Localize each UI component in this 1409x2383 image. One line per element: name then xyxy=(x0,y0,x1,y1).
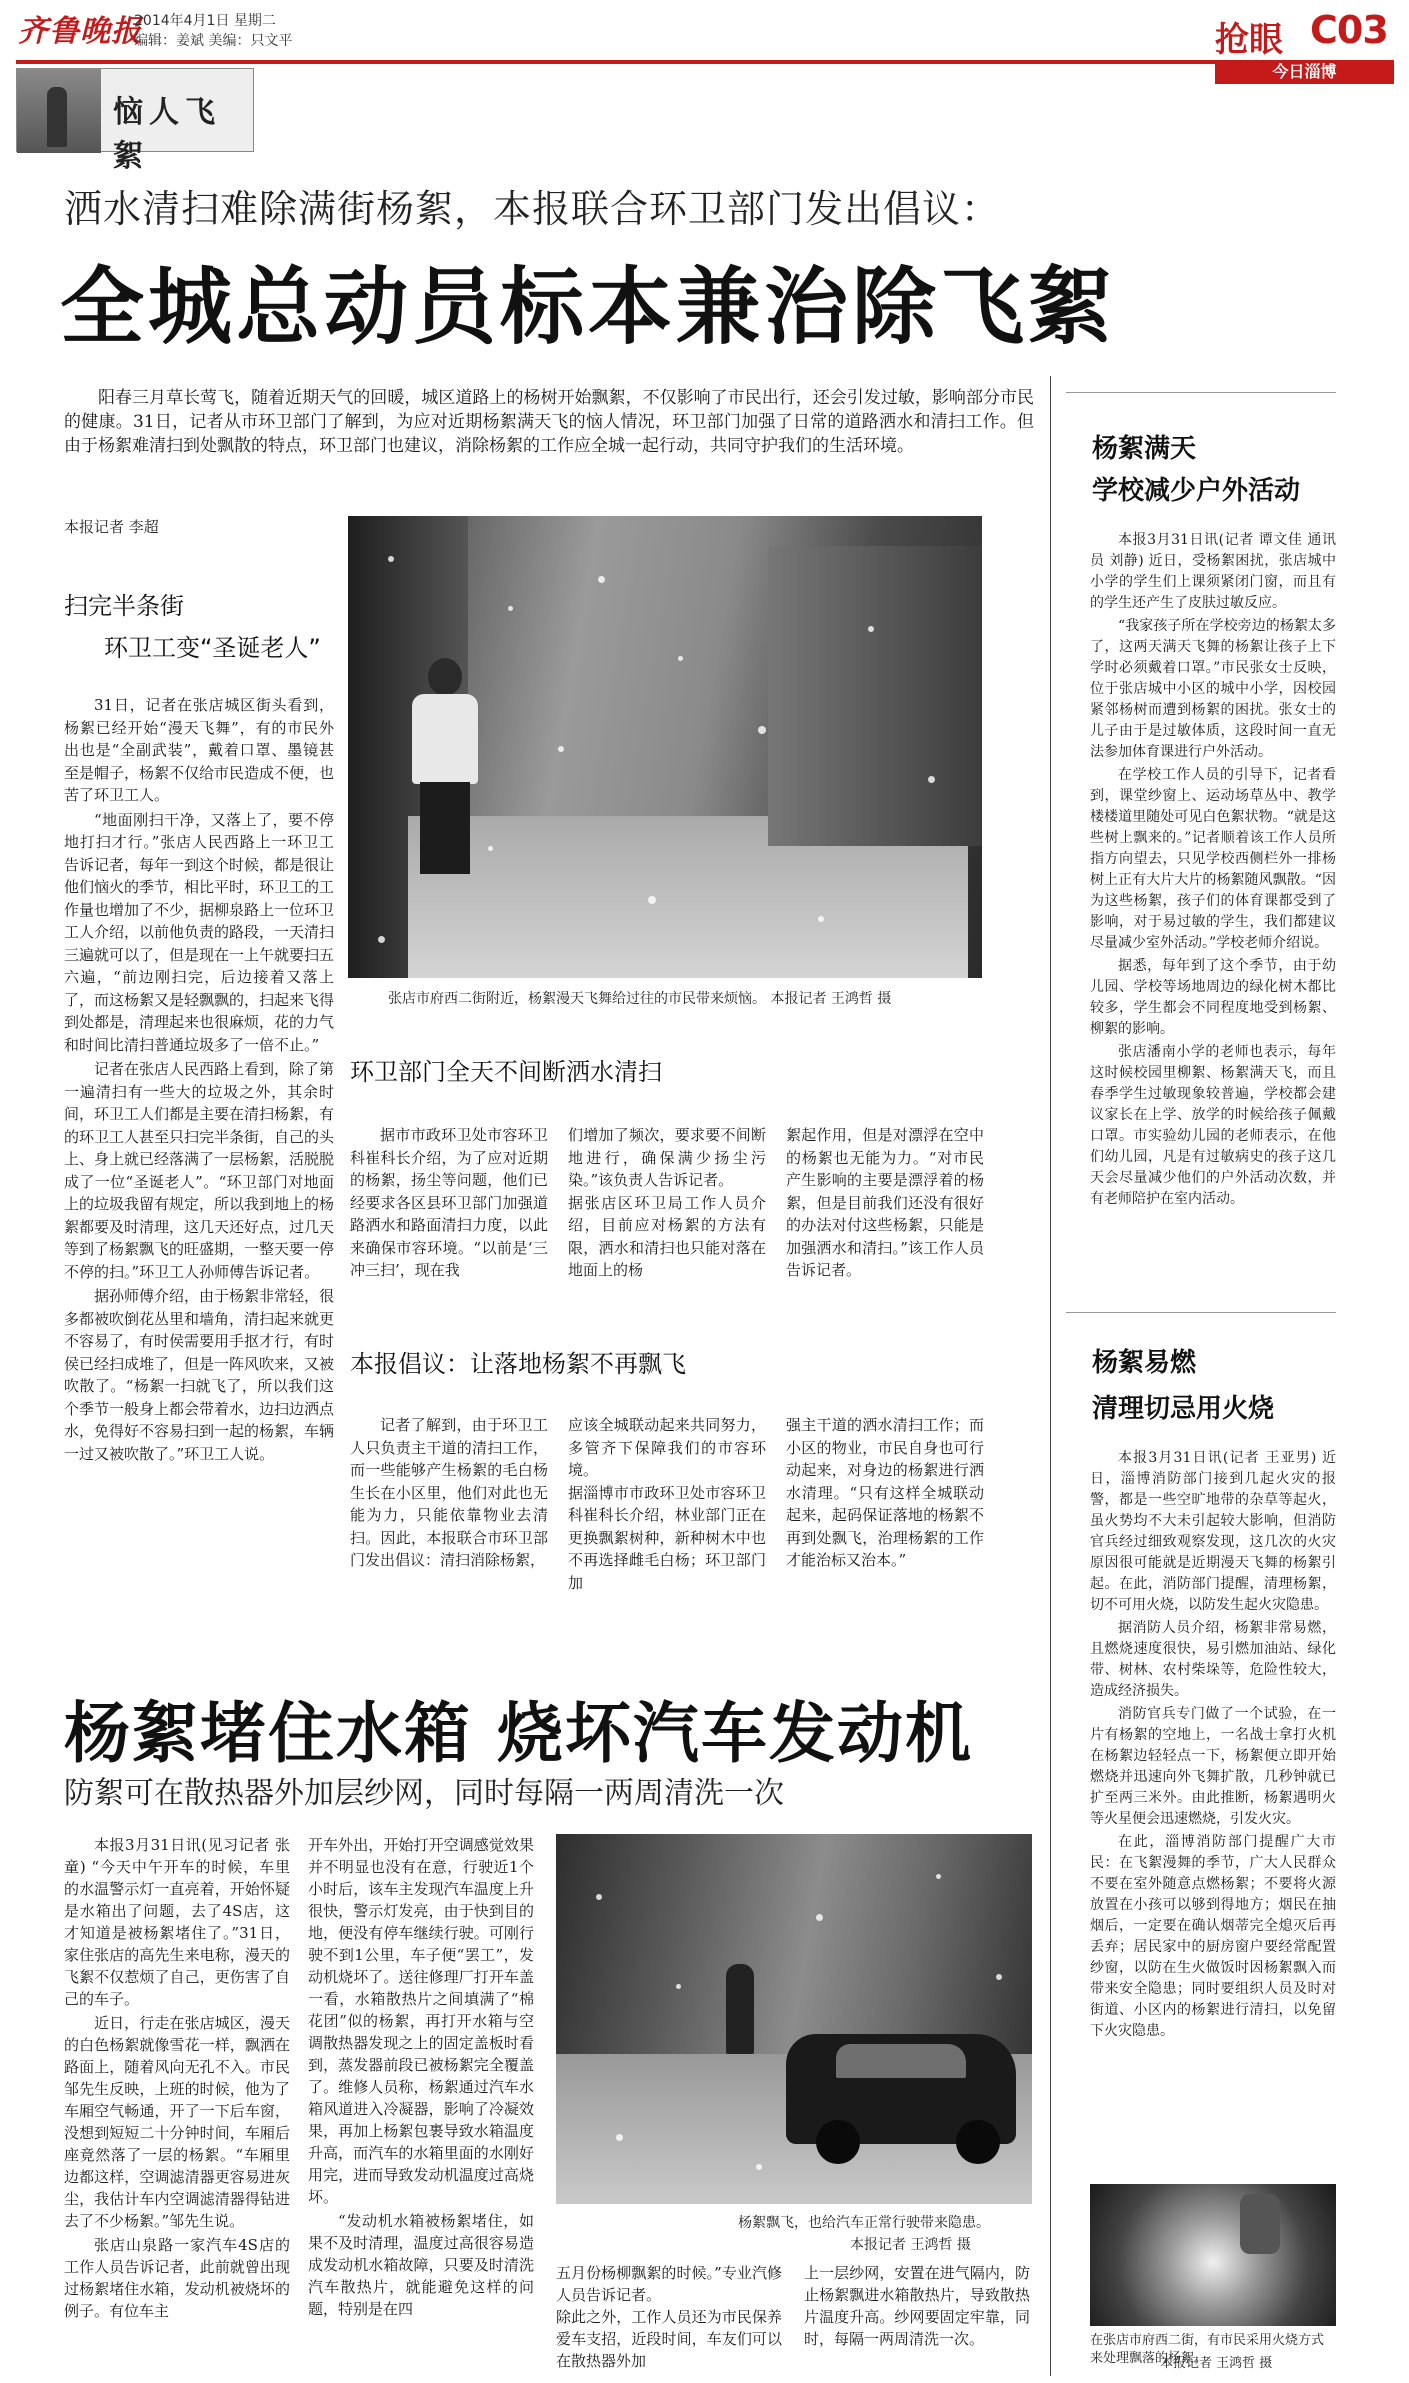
photo3-hand xyxy=(1240,2194,1280,2254)
lead-left-column xyxy=(64,694,334,1674)
photo3-caption: 在张店市府西二街，有市民采用火烧方式来处理飘落的杨絮。 xyxy=(1090,2333,1325,2366)
mid2-col3 xyxy=(786,1414,984,1594)
lead-left-para: 记者在张店人民西路上看到，除了第一遍清扫有一些大的垃圾之外，其余时间，环卫工人们都是主要在清扫杨絮，有的环卫工人甚至只扫完半条街，自己的头上、身上就已经落满了一层杨絮，活脱脱成了一位“圣诞老人”。“环卫部门对地面上的垃圾我留有规定，所以我到地上的杨絮都要及时清理，这几天还好点，过几天等到了杨絮飘飞的旺盛期，一整天要一停不停的扫。”环卫工人孙师傅告诉记者。 xyxy=(64,1060,335,1281)
lead-intro xyxy=(64,386,1034,500)
photo2-car-wheel xyxy=(956,2120,1000,2164)
photo1-caption: 张店市府西二街附近，杨絮漫天飞舞给过往的市民带来烦恼。 本报记者 王鸿哲 摄 xyxy=(388,991,892,1007)
story2-col3-text: 五月份杨柳飘絮的时候。”专业汽修人员告诉记者。 除此之外，工作人员还为市民保养爱车支招，近段时间，车友们可以在散热器外加 xyxy=(556,2264,782,2370)
story2-col4-text: 上一层纱网，安置在进气隔内，防止杨絮飘进水箱散热片，导致散热片温度升高。纱网要固定牢靠，同时，每隔一两周清洗一次。 xyxy=(804,2264,1030,2348)
lead-left-para: 31日，记者在张店城区街头看到，杨絮已经开始“漫天飞舞”，有的市民外出也是“全副武装”，戴着口罩、墨镜甚至是帽子，杨絮不仅给市民造成不便，也苦了环卫工人。 xyxy=(64,696,335,804)
side2-para: 消防官兵专门做了一个试验，在一片有杨絮的空地上，一名战士拿打火机在杨絮边轻轻点一下，杨絮便立即开始燃烧并迅速向外飞舞扩散，几秒钟就已扩至两三米外。由此推断，杨絮遇明火等火星便会迅速燃烧，引发火灾。 xyxy=(1090,1706,1336,1827)
mid2-col3-text: 强主干道的洒水清扫工作；而小区的物业，市民自身也可行动起来，对身边的杨絮进行洒水清理。“只有这样全城联动起来，起码保证落地的杨絮不再到处飘飞，治理杨絮的工作才能治标又治本。” xyxy=(786,1416,984,1569)
side2-para: 在此，淄博消防部门提醒广大市民：在飞絮漫舞的季节，广大人民群众不要在室外随意点燃杨絮；不要将火源放置在小孩可以够到得地方；烟民在抽烟后，一定要在确认烟蒂完全熄灭后再丢弃；居民家中的厨房窗户要经常配置纱窗，以防在生火做饭时因杨絮飘入而带来安全隐患；同时要组织人员及时对街道、小区内的杨絮进行清扫，以免留下火灾隐患。 xyxy=(1090,1834,1336,2039)
photo1-person-legs xyxy=(420,782,470,874)
mid2-col2 xyxy=(568,1414,766,1594)
side2-para: 据消防人员介绍，杨絮非常易燃，且燃烧速度很快，易引燃加油站、绿化带、树林、农村柴垛等，危险性较大，造成经济损失。 xyxy=(1090,1620,1336,1699)
side1-para: 本报3月31日讯(记者 谭文佳 通讯员 刘静) 近日，受杨絮困扰，张店城中小学的学生们上课须紧闭门窗，而且有的学生还产生了皮肤过敏反应。 xyxy=(1090,532,1336,611)
lead-left-para: “地面刚扫干净，又落上了，要不停地打扫才行。”张店人民西路上一环卫工告诉记者，每年一到这个时候，都是很让他们恼火的季节，相比平时，环卫工的工作量也增加了不少，据柳泉路上一位环卫工人介绍，以前他负责的路段，一天清扫三遍就可以了，但是现在一上午就要扫五六遍，“前边刚扫完，后边接着又落上了，而这杨絮又是轻飘飘的，扫起来飞得到处都是，清理起来也很麻烦，花的力气和时间比清扫普通垃圾多了一倍不止。” xyxy=(64,810,335,1054)
story2-col2 xyxy=(308,1834,534,2374)
column-logo xyxy=(16,68,254,174)
side1-para: 张店潘南小学的老师也表示，每年这时候校园里柳絮、杨絮满天飞，而且春季学生过敏现象较普遍，学校都会建议家长在上学、放学的时候给孩子佩戴口罩。市实验幼儿园的老师表示，在他们幼儿园，凡是有过敏病史的孩子这几天会尽量减少他们的户外活动次数，并有老师陪护在室内活动。 xyxy=(1090,1044,1336,1207)
side2-title-line1: 杨絮易燃 xyxy=(1092,1348,1197,1378)
photo1-person-body xyxy=(412,694,478,784)
lead-headline: 全城总动员标本兼治除飞絮 xyxy=(60,258,1117,356)
side1-para: “我家孩子所在学校旁边的杨絮太多了，这两天满天飞舞的杨絮让孩子上下学时必须戴着口罩。”市民张女士反映，位于张店城中小区的城中小学，因校园紧邻杨树而遭到杨絮的困扰。张女士的儿子由于是过敏体质，这段时间一直无法参加体育课进行户外活动。 xyxy=(1090,618,1336,760)
side2-body xyxy=(1090,1448,1336,2178)
story2-para: 近日，行走在张店城区，漫天的白色杨絮就像雪花一样，飘洒在路面上，随着风向无孔不入。市民邹先生反映，上班的时候，他为了车厢空气畅通，开了一下后车窗，没想到短短二十分钟时间，车厢后座竟然落了一层的杨絮。“车厢里边都这样，空调滤清器更容易进灰尘，我估计车内空调滤清器得钻进去了不少杨絮。”邹先生说。 xyxy=(64,2014,290,2230)
photo2-credit: 本报记者 王鸿哲 摄 xyxy=(850,2237,971,2253)
mid1-col1-text: 据市市政环卫处市容环卫科崔科长介绍，为了应对近期的杨絮，扬尘等问题，他们已经要求各区县环卫部门加强道路洒水和路面清扫力度，以此来确保市容环境。“以前是‘三冲三扫’，现在我 xyxy=(350,1126,548,1279)
side2-para: 本报3月31日讯(记者 王亚男) 近日，淄博消防部门接到几起火灾的报警，都是一些空旷地带的杂草等起火，虽火势均不大未引起较大影响，但消防官兵经过细致观察发现，这几次的火灾原因很可能就是近期漫天飞舞的杨絮引起。在此，消防部门提醒，清理杨絮，切不可用火烧，以防发生起火灾隐患。 xyxy=(1090,1450,1336,1613)
photo1-person-head xyxy=(428,658,462,696)
side1-body xyxy=(1090,530,1336,1290)
photo2-car-wheel xyxy=(816,2120,860,2164)
mid1-col3-text: 絮起作用，但是对漂浮在空中的杨絮也无能为力。“对市民产生影响的主要是漂浮着的杨絮，但是目前我们还没有很好的办法对付这些杨絮，只能是加强洒水和清扫。”该工作人员告诉记者。 xyxy=(786,1126,984,1279)
mid2-col1-text: 记者了解到，由于环卫工人只负责主干道的清扫工作，而一些能够产生杨絮的毛白杨生长在小区里，他们对此也无能为力，只能依靠物业去清扫。因此，本报联合市环卫部门发出倡议：清扫消除杨絮， xyxy=(350,1416,548,1569)
side1-para: 据悉，每年到了这个季节，由于幼儿园、学校等场地周边的绿化树木都比较多，学生都会不同程度地受到杨絮、柳絮的影响。 xyxy=(1090,958,1336,1037)
story2-col4 xyxy=(804,2262,1030,2374)
mid1-col1 xyxy=(350,1124,548,1314)
lead-byline: 本报记者 李超 xyxy=(64,518,159,536)
mid1-col3 xyxy=(786,1124,984,1314)
photo-car-street xyxy=(556,1834,1032,2204)
side1-title-line1: 杨絮满天 xyxy=(1092,434,1197,464)
photo2-car-window xyxy=(836,2044,966,2078)
paper-name-logo: 齐鲁晚报 xyxy=(18,14,142,49)
sub1-line1: 扫完半条街 xyxy=(64,592,184,620)
column-logo-figure xyxy=(47,87,67,147)
photo-street-fluff xyxy=(348,516,982,978)
photo2-caption: 杨絮飘飞，也给汽车正常行驶带来隐患。 xyxy=(738,2215,990,2231)
mid1-col2-text: 们增加了频次，要求要不间断地进行，确保满少扬尘污染。”该负责人告诉记者。 据张店区环卫局工作人员介绍，目前应对杨絮的方法有限，洒水和清扫也只能对落在地面上的杨 xyxy=(568,1126,766,1279)
story2-col1 xyxy=(64,1834,290,2374)
sub2-heading: 环卫部门全天不间断洒水清扫 xyxy=(350,1058,662,1086)
subsection-label: 今日淄博 xyxy=(1215,60,1394,84)
mid2-col1 xyxy=(350,1414,548,1594)
mid1-col2 xyxy=(568,1124,766,1314)
story2-para: 开车外出，开始打开空调感觉效果并不明显也没有在意，行驶近1个小时后，该车主发现汽车温度上升很快，警示灯发亮，由于快到目的地，便没有停车继续行驶。可刚行驶不到1公里，车子便“罢工”，发动机烧坏了。送往修理厂打开车盖一看，水箱散热片之间填满了“棉花团”似的杨絮，再打开水箱与空调散热器发现之上的固定盖板时看到，蒸发器前段已被杨絮完全覆盖了。维修人员称，杨絮通过汽车水箱风道进入冷凝器，影响了冷凝效果，再加上杨絮包裹导致水箱温度升高，而汽车的水箱里面的水刚好用完，进而导致发动机温度过高烧坏。 xyxy=(308,1836,534,2206)
story2-headline: 杨絮堵住水箱 烧坏汽车发动机 xyxy=(64,1695,973,1772)
date-line: 2014年4月1日 星期二 xyxy=(134,13,276,29)
sub1-line2: 环卫工变“圣诞老人” xyxy=(104,634,321,662)
section-tag: 抢眼 xyxy=(1215,20,1283,60)
editor-line: 编辑：姜斌 美编：只文平 xyxy=(134,33,293,49)
side1-para: 在学校工作人员的引导下，记者看到，课堂纱窗上、运动场草丛中、教学楼楼道里随处可见白色絮状物。“就是这些树上飘来的。”记者顺着该工作人员所指方向望去，只见学校西侧栏外一排杨树上正有大片大片的杨絮随风飘散。“因为这些杨絮，孩子们的体育课都受到了影响，对于易过敏的学生，我们都建议尽量减少室外活动。”学校老师介绍说。 xyxy=(1090,767,1336,951)
side1-title-line2: 学校减少户外活动 xyxy=(1092,476,1301,506)
photo2-person xyxy=(726,1964,754,2054)
photo1-wall-right xyxy=(768,546,982,846)
story2-para: 本报3月31日讯(见习记者 张童) “今天中午开车的时候，车里的水温警示灯一直亮着，开始怀疑是水箱出了问题，去了4S店，这才知道是被杨絮堵住了。”31日，家住张店的高先生来电称，漫天的飞絮不仅惹烦了自己，更伤害了自己的车子。 xyxy=(64,1836,290,2008)
mid2-col2-text: 应该全城联动起来共同努力，多管齐下保障我们的市容环境。 据淄博市市政环卫处市容环卫科崔科长介绍，林业部门正在更换飘絮树种，新种树木中也不再选择雌毛白杨；环卫部门加 xyxy=(568,1416,766,1592)
lead-kicker: 洒水清扫难除满街杨絮，本报联合环卫部门发出倡议： xyxy=(64,187,1001,231)
lead-left-para: 据孙师傅介绍，由于杨絮非常轻，很多都被吹倒花丛里和墙角，清扫起来就更不容易了，有时侯需要用手抠才行，有时侯已经扫成堆了，但是一阵风吹来，又被吹散了。“杨絮一扫就飞了，所以我们这个季节一般身上都会带着水，边扫边洒点水，免得好不容易扫到一起的杨絮，车辆一过又被吹散了。”环卫工人说。 xyxy=(64,1287,335,1463)
sub3-heading: 本报倡议：让落地杨絮不再飘飞 xyxy=(350,1350,686,1378)
photo-burning-fluff xyxy=(1090,2184,1336,2326)
photo3-credit: 本报记者 王鸿哲 摄 xyxy=(1160,2356,1273,2371)
column-logo-text: 恼人飞絮 xyxy=(113,95,221,174)
story2-para: “发动机水箱被杨絮堵住，如果不及时清理，温度过高很容易造成发动机水箱故障，只要及时清洗汽车散热片，就能避免这样的问题，特别是在四 xyxy=(308,2212,534,2318)
masthead-red-rule xyxy=(16,60,1394,64)
story2-col3 xyxy=(556,2262,782,2374)
story2-subhead: 防絮可在散热器外加层纱网，同时每隔一两周清洗一次 xyxy=(64,1776,784,1811)
lead-intro-text: 阳春三月草长莺飞，随着近期天气的回暖，城区道路上的杨树开始飘絮，不仅影响了市民出行，还会引发过敏，影响部分市民的健康。31日，记者从市环卫部门了解到，为应对近期杨絮满天飞的恼人情况，环卫部门加强了日常的道路洒水和清扫工作。但由于杨絮难清扫到处飘散的特点，环卫部门也建议，消除杨絮的工作应全城一起行动，共同守护我们的生活环境。 xyxy=(64,388,1034,456)
side2-title-line2: 清理切忌用火烧 xyxy=(1092,1394,1275,1424)
page-number: C03 xyxy=(1310,8,1388,52)
story2-para: 张店山泉路一家汽车4S店的工作人员告诉记者，此前就曾出现过杨絮堵住水箱，发动机被烧坏的例子。有位车主 xyxy=(64,2236,290,2320)
